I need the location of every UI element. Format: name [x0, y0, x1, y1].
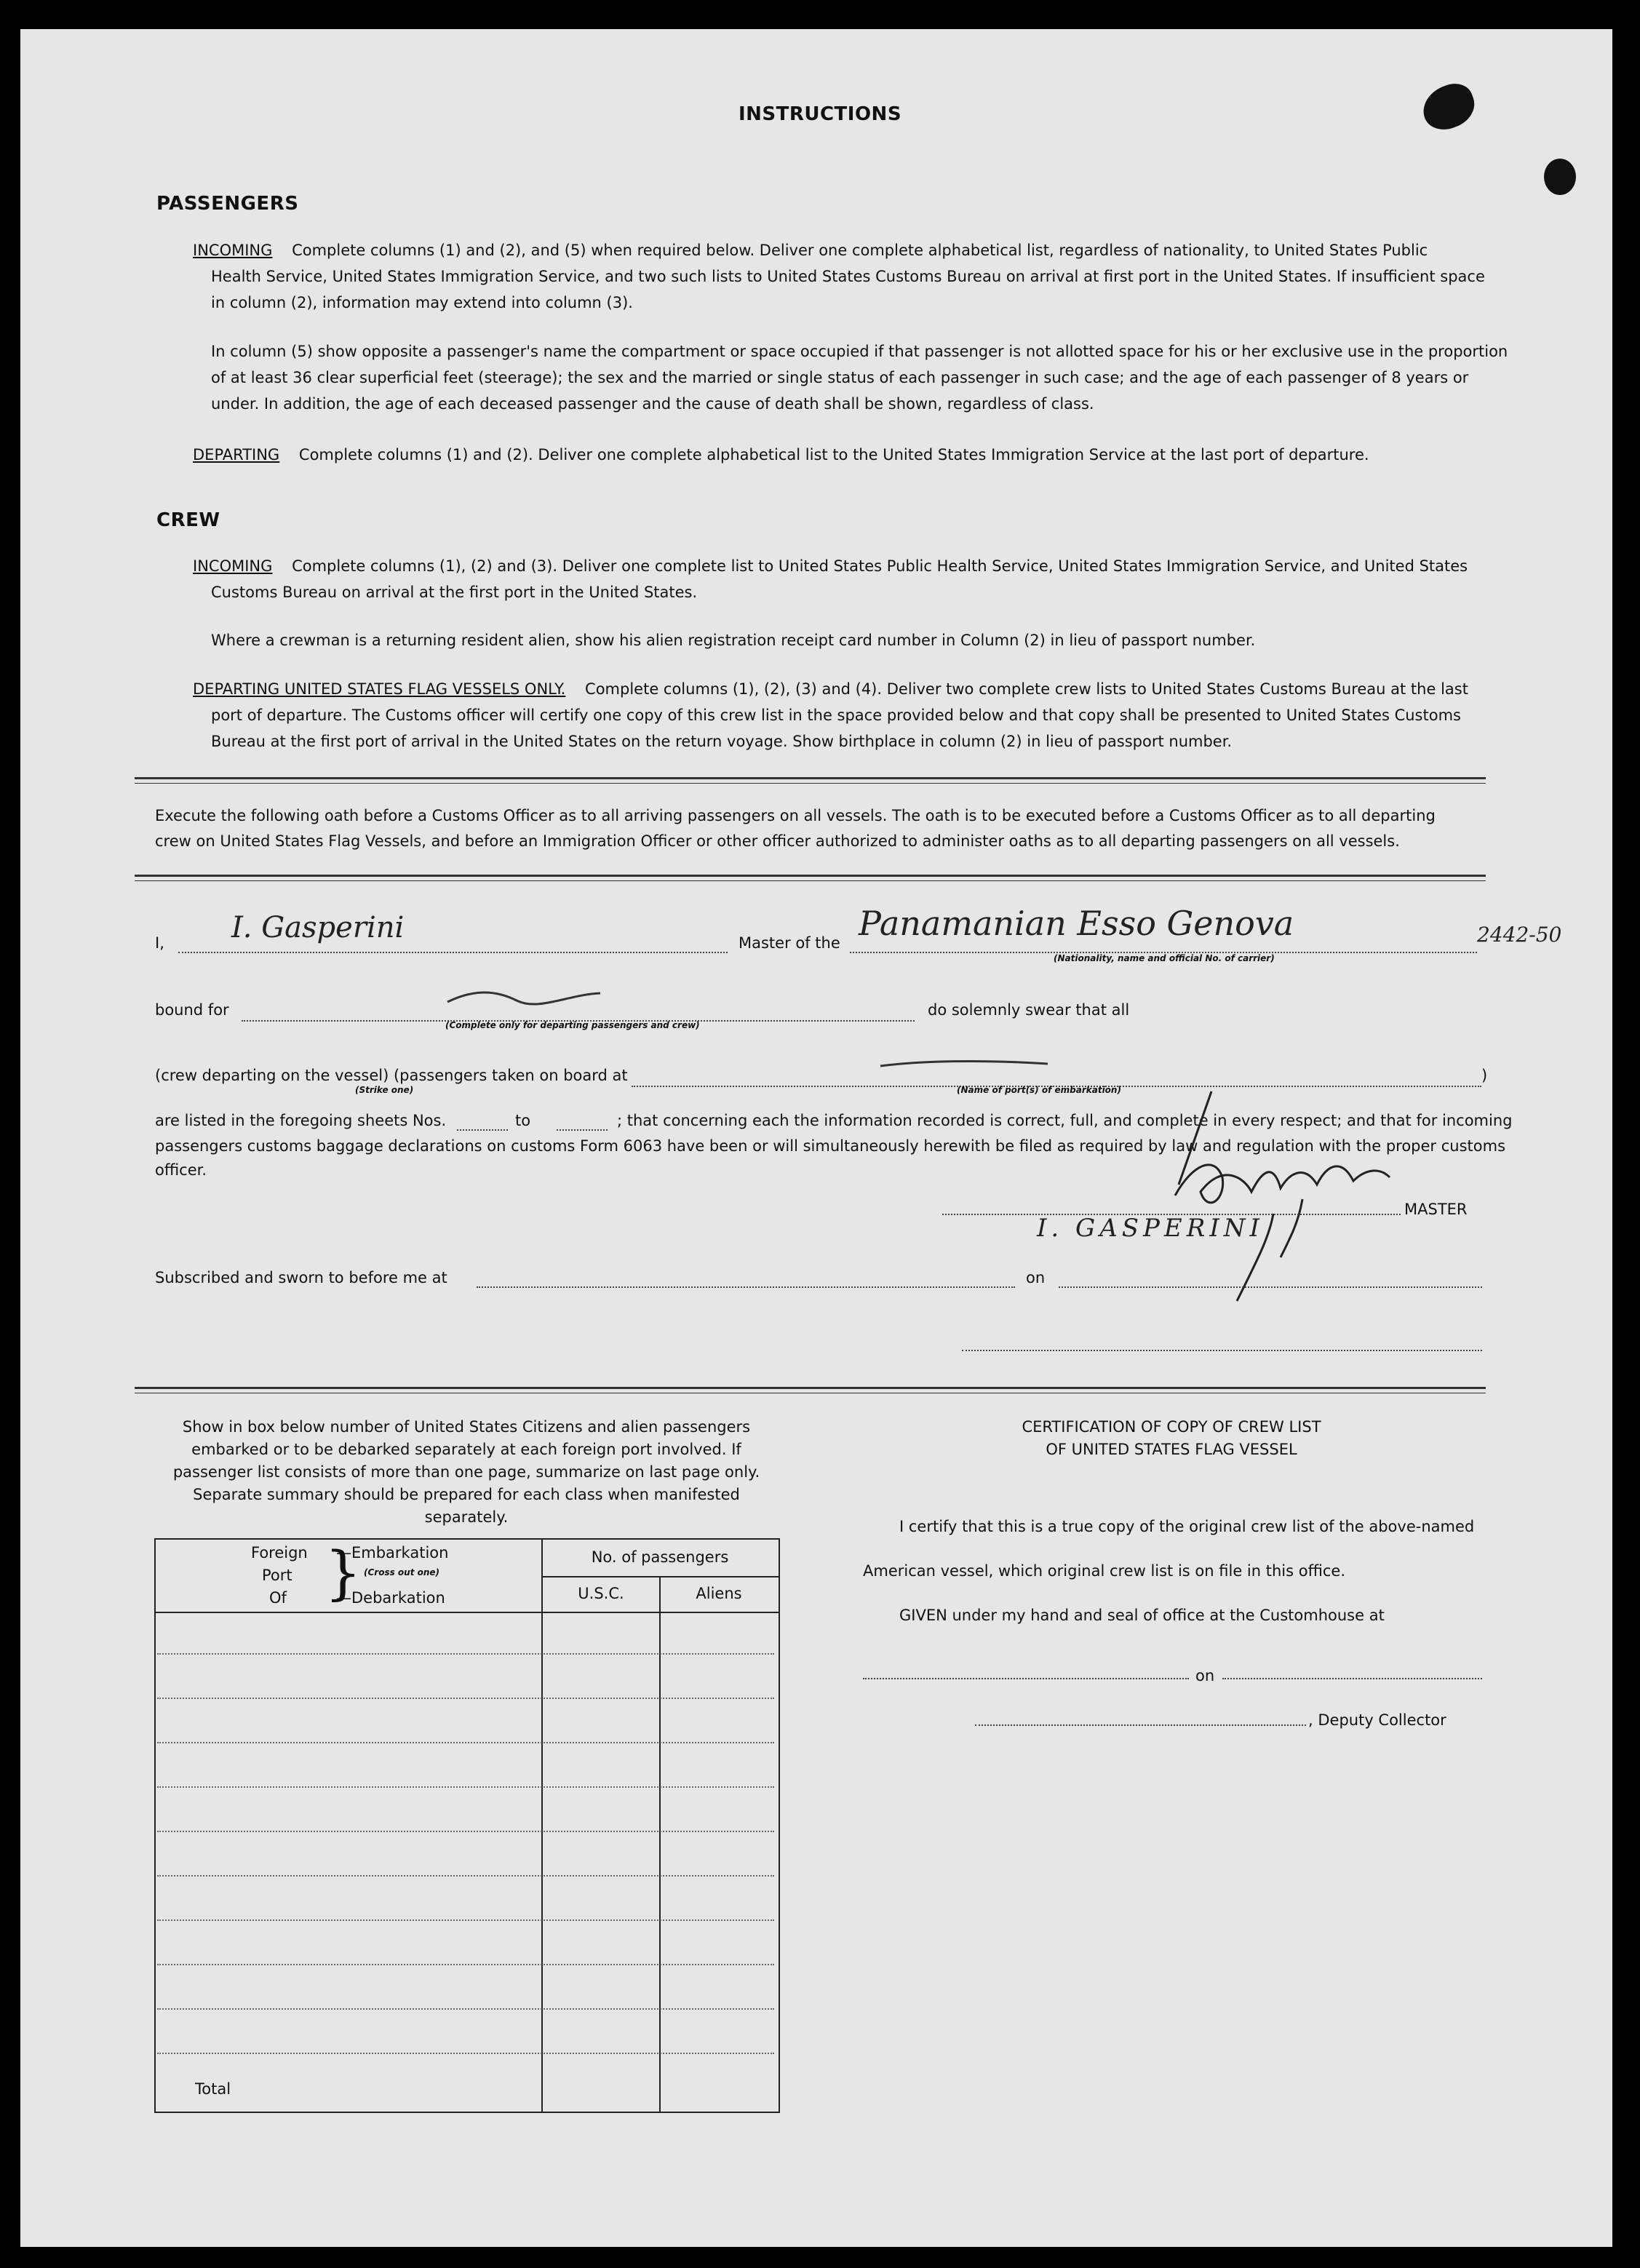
- vessel-number-handwritten: 2442-50: [1477, 923, 1562, 947]
- table-row[interactable]: [157, 1742, 774, 1743]
- handwritten-dash: [877, 1055, 1051, 1071]
- subscribed-date-field[interactable]: [1059, 1286, 1482, 1288]
- column5-line-2: of at least 36 clear superficial feet (steerage); the sex and the married or single status of each passenger in such case; and the age of each passenger of 8 years or: [211, 369, 1469, 386]
- crew-resident-text: Where a crewman is a returning resident alien, show his alien registration receipt card number in Column (2) in lieu of passport number.: [211, 632, 1256, 649]
- summary-intro-line-3: passenger list consists of more than one page, summarize on last page only.: [172, 1463, 760, 1481]
- crew-heading: CREW: [156, 509, 220, 531]
- ink-blot-small: [1544, 159, 1576, 195]
- sheet-to-field[interactable]: [557, 1129, 608, 1131]
- debarkation-option: —Debarkation: [336, 1589, 445, 1607]
- listed-to-label: to: [515, 1112, 531, 1129]
- table-row[interactable]: [157, 1786, 774, 1788]
- passengers-heading: PASSENGERS: [156, 193, 299, 215]
- strike-caption: (Strike one): [355, 1085, 414, 1095]
- crew-departing-label: DEPARTING UNITED STATES FLAG VESSELS ONLY.: [193, 680, 566, 698]
- brace: }: [325, 1539, 362, 1607]
- crew-departing-text: (crew departing on the vessel) (passengers taken on board at: [155, 1067, 628, 1084]
- crew-departing: [193, 676, 1468, 702]
- certification-line-3: GIVEN under my hand and seal of office at the Customhouse at: [899, 1607, 1385, 1624]
- certification-on-label: on: [1195, 1667, 1215, 1684]
- passengers-incoming-line-2: Health Service, United States Immigration Service, and two such lists to United States Customs Bureau on arrival at first port in the United States. If insufficient space: [211, 268, 1485, 285]
- crew-incoming-line-2: Customs Bureau on arrival at the first port in the United States.: [211, 584, 698, 601]
- master-label: MASTER: [1404, 1201, 1468, 1218]
- master-name-handwritten: I. Gasperini: [231, 911, 405, 944]
- deputy-collector-field[interactable]: [975, 1724, 1306, 1726]
- divider-thin: [135, 880, 1486, 881]
- oath-i-label: I,: [155, 934, 164, 952]
- divider: [135, 1387, 1486, 1389]
- crew-incoming: [193, 553, 1468, 579]
- listed-text: ; that concerning each the information recorded is correct, full, and complete in every respect; and that for incoming: [617, 1112, 1513, 1129]
- oath-intro-line-1: Execute the following oath before a Customs Officer as to all arriving passengers on all vessels. The oath is to be executed before a Customs Officer as to all departing: [155, 807, 1436, 824]
- col-port: Port: [262, 1567, 292, 1584]
- summary-intro-line-1: Show in box below number of United States Citizens and alien passengers: [182, 1418, 751, 1436]
- table-row[interactable]: [157, 1831, 774, 1832]
- port-caption: (Name of port(s) of embarkation): [957, 1085, 1121, 1095]
- summary-intro-line-2: embarked or to be debarked separately at each foreign port involved. If: [191, 1441, 741, 1458]
- passengers-incoming: [193, 237, 1484, 263]
- subscribed-label: Subscribed and sworn to before me at: [155, 1269, 447, 1286]
- subscribed-on-label: on: [1026, 1269, 1046, 1286]
- handwritten-dash: [444, 986, 604, 1008]
- subscribed-place-field[interactable]: [477, 1286, 1015, 1288]
- signature-printed-name: I. GASPERINI: [1037, 1214, 1264, 1243]
- certification-date-field[interactable]: [1222, 1678, 1482, 1679]
- table-row[interactable]: [157, 2053, 774, 2054]
- master-signature: [1135, 1090, 1441, 1308]
- certification-title-line-1: CERTIFICATION OF COPY OF CREW LIST: [1022, 1418, 1321, 1436]
- col-passengers: No. of passengers: [591, 1548, 729, 1566]
- table-row[interactable]: [157, 1919, 774, 1921]
- table-row[interactable]: [157, 1653, 774, 1655]
- bound-for-label: bound for: [155, 1001, 229, 1019]
- crew-incoming-line-1: Complete columns (1), (2) and (3). Deliver one complete list to United States Public Health Service, United States Immigration Service, and United States: [292, 557, 1468, 575]
- crew-departing-line-1: Complete columns (1), (2), (3) and (4). Deliver two complete crew lists to United States Customs Bureau at the last: [585, 680, 1468, 698]
- certification-title-line-2: OF UNITED STATES FLAG VESSEL: [1046, 1441, 1297, 1458]
- total-label: Total: [195, 2080, 231, 2098]
- cross-out-caption: (Cross out one): [364, 1567, 440, 1577]
- summary-intro-line-4: Separate summary should be prepared for each class when manifested separately.: [193, 1486, 740, 1526]
- embarkation-option: —Embarkation: [336, 1544, 449, 1561]
- deputy-collector-label: , Deputy Collector: [1308, 1711, 1446, 1729]
- close-paren: ): [1481, 1067, 1488, 1084]
- sheet-from-field[interactable]: [457, 1129, 508, 1131]
- listed-line-2: passengers customs baggage declarations on customs Form 6063 have been or will simultaneously herewith be filed as required by law and regulation with the proper customs: [155, 1137, 1506, 1155]
- table-header-divider: [541, 1576, 779, 1577]
- crew-departing-line-3: Bureau at the first port of arrival in the United States on the return voyage. Show birthplace in column (2) in lieu of passport number.: [211, 733, 1233, 750]
- table-row[interactable]: [157, 1875, 774, 1877]
- master-of-the-label: Master of the: [739, 934, 840, 952]
- divider: [135, 875, 1486, 877]
- incoming-line-1: Complete columns (1) and (2), and (5) when required below. Deliver one complete alphabetical list, regardless of nationality, to United States Public: [292, 242, 1428, 259]
- incoming-label: INCOMING: [193, 242, 273, 259]
- certification-line-2: American vessel, which original crew list is on file in this office.: [863, 1562, 1346, 1580]
- column5-line-3: under. In addition, the age of each deceased passenger and the cause of death shall be shown, regardless of class.: [211, 395, 1094, 413]
- passenger-summary-table: [154, 1538, 780, 2113]
- col-aliens: Aliens: [696, 1585, 742, 1602]
- bound-for-caption: (Complete only for departing passengers and crew): [445, 1020, 700, 1030]
- table-col-divider: [659, 1576, 661, 2112]
- summary-intro: [155, 1416, 778, 1529]
- table-row[interactable]: [157, 1698, 774, 1699]
- table-header-bottom: [154, 1612, 779, 1613]
- col-of: Of: [269, 1589, 287, 1607]
- nationality-caption: (Nationality, name and official No. of carrier): [1054, 953, 1275, 963]
- table-col-divider: [541, 1538, 543, 2112]
- col-foreign: Foreign: [251, 1544, 308, 1561]
- departing-label: DEPARTING: [193, 446, 280, 463]
- officer-signature-field[interactable]: [962, 1350, 1482, 1351]
- oath-intro-line-2: crew on United States Flag Vessels, and before an Immigration Officer or other officer authorized to administer oaths as to all departing passengers on all vessels.: [155, 832, 1400, 850]
- table-row[interactable]: [157, 1964, 774, 1965]
- vessel-handwritten: Panamanian Esso Genova: [859, 904, 1294, 943]
- departing-text: Complete columns (1) and (2). Deliver one complete alphabetical list to the United States Immigration Service at the last port of departure.: [298, 446, 1369, 463]
- passengers-incoming-line-3: in column (2), information may extend into column (3).: [211, 294, 633, 311]
- swear-text: do solemnly swear that all: [928, 1001, 1130, 1019]
- passengers-departing: [193, 442, 1369, 468]
- page-title: INSTRUCTIONS: [738, 103, 902, 125]
- crew-departing-line-2: port of departure. The Customs officer will certify one copy of this crew list in the space provided below and that copy shall be presented to United States Customs: [211, 707, 1461, 724]
- divider: [135, 777, 1486, 779]
- col-usc: U.S.C.: [578, 1585, 624, 1602]
- listed-sheets-label: are listed in the foregoing sheets Nos.: [155, 1112, 447, 1129]
- crew-incoming-label: INCOMING: [193, 557, 273, 575]
- customhouse-field[interactable]: [863, 1678, 1189, 1679]
- listed-line-3: officer.: [155, 1161, 207, 1179]
- certification-line-1: I certify that this is a true copy of the original crew list of the above-named: [899, 1518, 1475, 1535]
- certification-title: [859, 1416, 1484, 1461]
- column5-line-1: In column (5) show opposite a passenger's name the compartment or space occupied if that passenger is not allotted space for his or her exclusive use in the proportion: [211, 343, 1508, 360]
- table-row[interactable]: [157, 2008, 774, 2010]
- divider-thin: [135, 783, 1486, 784]
- master-name-field[interactable]: [178, 952, 728, 953]
